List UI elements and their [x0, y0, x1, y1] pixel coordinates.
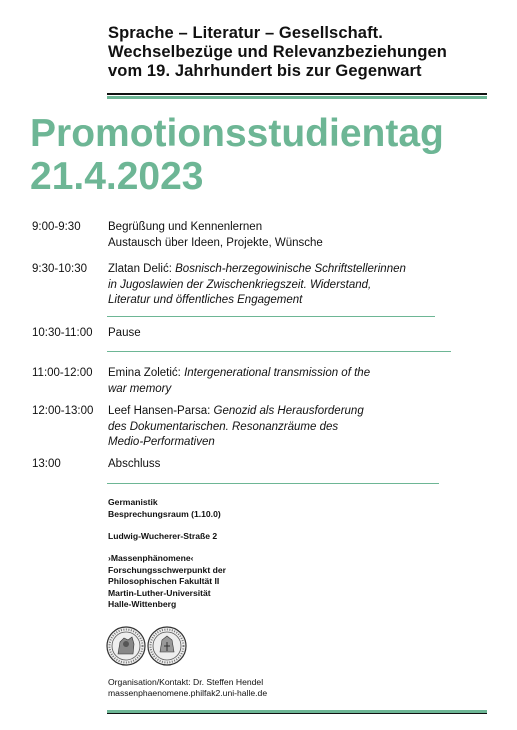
program-description: Pause	[108, 327, 141, 339]
bottom-black-rule	[107, 713, 487, 714]
program-talk-title: in Jugoslawien der Zwischenkriegszeit. Widerstand,	[108, 278, 372, 291]
program-description	[108, 404, 448, 451]
program-talk-title: Medio-Performativen	[108, 436, 215, 448]
program-time: 10:30-11:00	[32, 327, 93, 339]
organizer-line: Martin-Luther-Universität	[108, 587, 211, 598]
header-title-line: vom 19. Jahrhundert bis zur Gegenwart	[108, 62, 422, 80]
organizer-block	[108, 553, 226, 611]
program-text: Austausch über Ideen, Projekte, Wünsche	[108, 236, 323, 249]
venue-address: Ludwig-Wucherer-Straße 2	[108, 531, 218, 541]
contact-name: Organisation/Kontakt: Dr. Steffen Hendel	[108, 677, 264, 687]
header-title-line: Sprache – Literatur – Gesellschaft.	[108, 24, 383, 42]
header-title	[108, 24, 508, 81]
organizer-line: Halle-Wittenberg	[108, 599, 177, 609]
program-time: 13:00	[32, 458, 61, 470]
contact-website: massenphaenomene.philfak2.uni-halle.de	[108, 688, 268, 698]
program-talk-title: Literatur und öffentliches Engagement	[108, 294, 303, 306]
program-talk-title: des Dokumentarischen. Resonanzräume des	[108, 420, 339, 433]
seal-icon	[148, 627, 186, 665]
organizer-line: ›Massenphänomene‹	[108, 553, 194, 563]
program-speaker: Leef Hansen-Parsa:	[108, 405, 211, 417]
university-seals	[106, 624, 188, 668]
program-talk-title: Intergenerational transmission of the	[184, 367, 371, 379]
event-title: Promotionsstudientag	[30, 112, 444, 155]
header-title-line: Wechselbezüge und Relevanzbeziehungen	[108, 43, 447, 61]
program-divider	[107, 351, 451, 352]
venue-block	[108, 497, 221, 520]
seal-icon	[107, 627, 145, 665]
program-divider	[107, 483, 439, 484]
program-time: 9:30-10:30	[32, 263, 87, 275]
venue-department: Germanistik	[108, 497, 158, 507]
event-date: 21.4.2023	[30, 155, 204, 198]
program-description	[108, 220, 448, 251]
program-description: Abschluss	[108, 458, 161, 470]
contact-block	[108, 677, 267, 699]
venue-room: Besprechungsraum (1.10.0)	[108, 508, 221, 519]
top-black-rule	[107, 93, 487, 95]
program-speaker: Emina Zoletić:	[108, 367, 181, 379]
organizer-line: Philosophischen Fakultät II	[108, 576, 220, 586]
program-talk-title: Bosnisch-herzegowinische Schriftstellerinnen	[175, 263, 406, 275]
program-time: 9:00-9:30	[32, 221, 81, 233]
program-description	[108, 262, 448, 309]
program-divider	[107, 316, 435, 317]
event-heading	[30, 112, 444, 198]
program-talk-title: Genozid als Herausforderung	[213, 405, 364, 417]
program-time: 12:00-13:00	[32, 405, 94, 417]
program-speaker: Zlatan Delić:	[108, 263, 172, 275]
organizer-line: Forschungsschwerpunkt der	[108, 564, 226, 575]
program-talk-title: war memory	[108, 382, 172, 395]
program-text: Begrüßung und Kennenlernen	[108, 221, 263, 233]
program-time: 11:00-12:00	[32, 367, 93, 379]
program-description	[108, 366, 448, 397]
top-green-rule	[107, 96, 487, 99]
